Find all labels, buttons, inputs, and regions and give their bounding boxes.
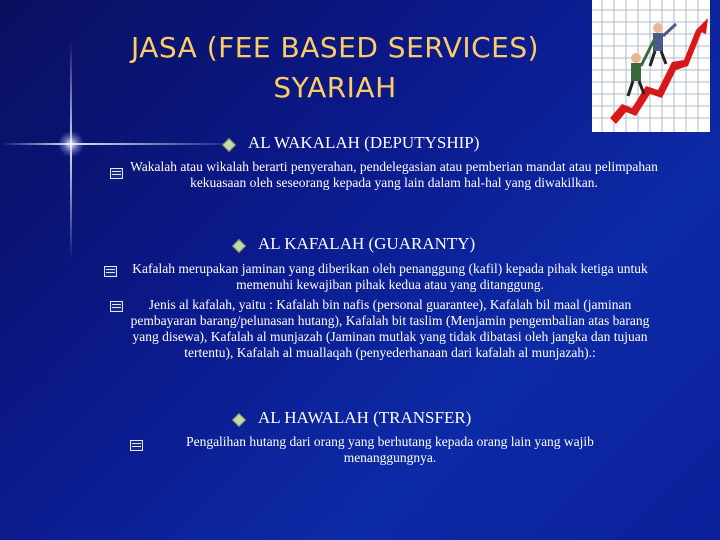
light-flare-horizontal: [0, 143, 240, 145]
paragraph-hawalah: Pengalihan hutang dari orang yang berhutang kepada orang lain yang wajib menanggungnya.: [186, 434, 594, 465]
growth-chart-clipart: [592, 0, 710, 132]
heading-kafalah: AL KAFALAH (GUARANTY): [258, 234, 476, 253]
diamond-bullet-icon: [232, 239, 246, 253]
paragraph-wakalah: Wakalah atau wikalah berarti penyerahan, pendelegasian atau pemberian mandat atau pelimpahan kekuasaan oleh seseorang kepada yang lain dalam hal-hal yang diwakilkan.: [130, 159, 658, 190]
list-bullet-icon: [110, 301, 123, 312]
title-line-2: SYARIAH: [273, 71, 397, 104]
slide-title: [110, 28, 560, 108]
title-line-1: JASA (FEE BASED SERVICES): [130, 31, 540, 64]
diamond-bullet-icon: [222, 138, 236, 152]
paragraph-kafalah-types: Jenis al kafalah, yaitu : Kafalah bin nafis (personal guarantee), Kafalah bil maal (jaminan pembayaran barang/pelunasan hutang), Kafalah bit taslim (Menjamin pengembalian atas barang yang disewa), Kafalah al munjazah (Jaminan mutlak yang tidak dibatasi oleh jangka dan tujuan tertentu), Kafalah al muallaqah (penyederhanaan dari kafalah al munjazah).:: [130, 297, 650, 360]
heading-wakalah: AL WAKALAH (DEPUTYSHIP): [248, 133, 480, 152]
list-bullet-icon: [104, 266, 117, 277]
light-flare-glow: [58, 131, 84, 157]
diamond-bullet-icon: [232, 413, 246, 427]
paragraph-kafalah-definition: Kafalah merupakan jaminan yang diberikan oleh penanggung (kafil) kepada pihak ketiga untuk memenuhi kewajiban pihak kedua atau yang ditanggung.: [132, 261, 648, 292]
list-bullet-icon: [110, 168, 123, 179]
heading-hawalah: AL HAWALAH (TRANSFER): [258, 408, 472, 427]
